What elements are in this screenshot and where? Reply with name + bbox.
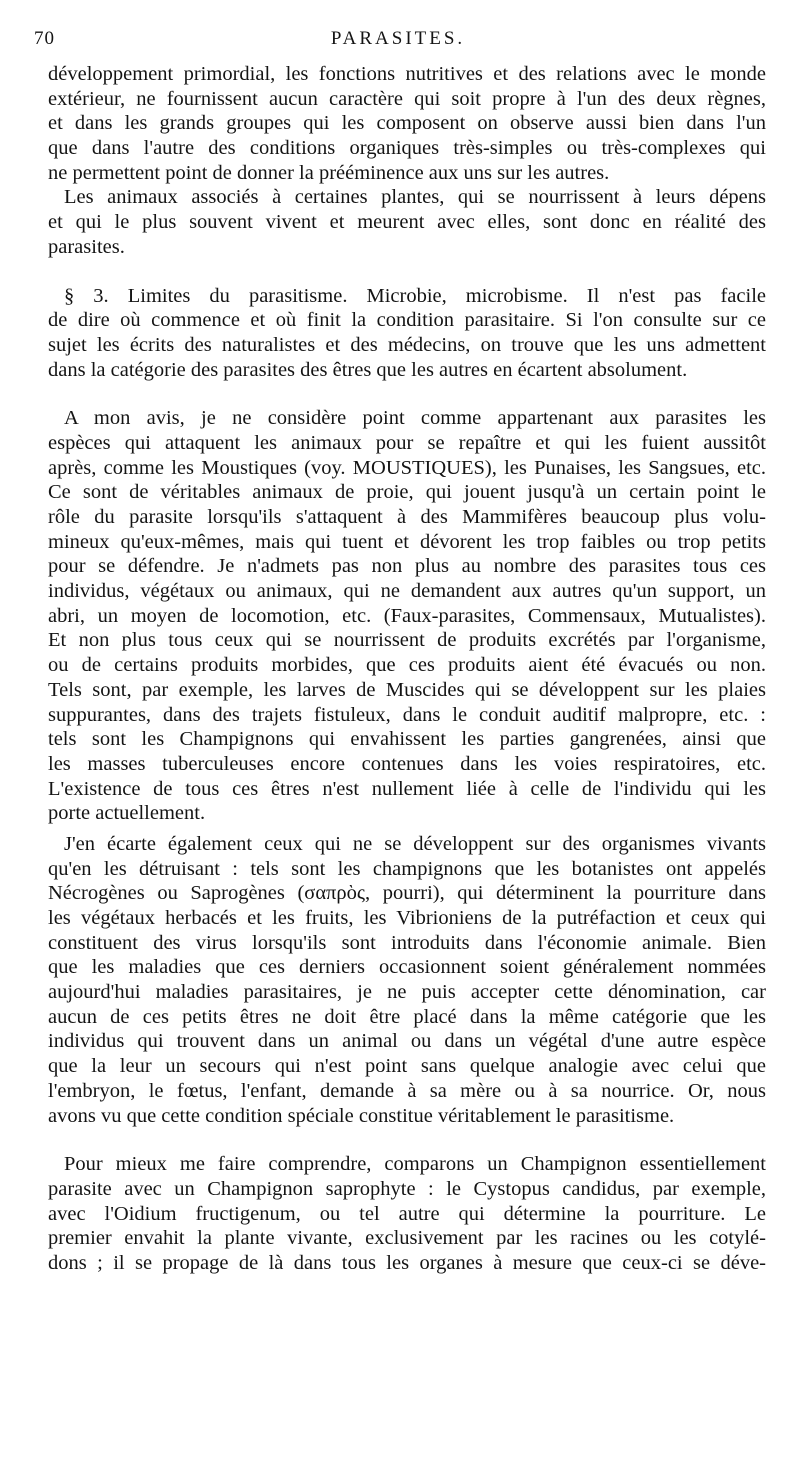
text-line: Pour mieux me faire comprendre, comparons un Champignon essentiellement — [64, 1153, 766, 1176]
text-line: après, comme les Moustiques (voy. MOUSTIQUES), les Punaises, les Sangsues, etc. — [48, 456, 766, 479]
text-line: L'existence de tous ces êtres n'est nullement liée à celle de l'individu qui les — [48, 777, 766, 800]
text-line: qu'en les détruisant : tels sont les champignons que les botanistes ont appelés — [48, 857, 766, 880]
paragraph — [48, 1152, 766, 1275]
text-line: aucun de ces petits êtres ne doit être placé dans la même catégorie que les — [48, 1005, 766, 1028]
text-line: que dans l'autre des conditions organiques très-simples ou très-complexes qui — [48, 137, 766, 160]
text-line: rôle du parasite lorsqu'ils s'attaquent à des Mammifères beaucoup plus volu- — [48, 506, 766, 528]
section-heading-line: § 3. Limites du parasitisme. Microbie, microbisme. Il n'est pas facile — [64, 284, 766, 307]
text-line: Et non plus tous ceux qui se nourrissent de produits excrétés par l'organisme, — [48, 629, 766, 652]
text-line: premier envahit la plante vivante, exclusivement par les racines ou les cotylé- — [48, 1227, 766, 1250]
text-line: dons ; il se propage de là dans tous les organes à mesure que ceux-ci se déve- — [48, 1251, 766, 1274]
text-line: espèces qui attaquent les animaux pour se repaître et qui les fuient aussitôt — [48, 431, 766, 454]
text-line: Tels sont, par exemple, les larves de Muscides qui se développent sur les plaies — [48, 678, 766, 701]
section-paragraph — [48, 284, 766, 383]
text-line: abri, un moyen de locomotion, etc. (Faux-parasites, Commensaux, Mutualistes). — [48, 604, 766, 627]
body-text — [48, 62, 766, 1276]
text-line: constituent des virus lorsqu'ils sont introduits dans l'économie animale. Bien — [48, 931, 766, 954]
text-line: les masses tuberculeuses encore contenues dans les voies respiratoires, etc. — [48, 752, 766, 775]
paragraph — [48, 62, 766, 185]
text-line: A mon avis, je ne considère point comme appartenant aux parasites les — [64, 407, 766, 430]
text-line: mineux qu'eux-mêmes, mais qui tuent et dévorent les trop faibles ou trop petits — [48, 530, 766, 553]
paragraph — [48, 406, 766, 826]
text-line: Nécrogènes ou Saprogènes (σαπρὸς, pourri), qui déterminent la pourriture dans — [48, 882, 766, 905]
text-line: que la leur un secours qui n'est point sans quelque analogie avec celui que — [48, 1055, 766, 1078]
page-header — [34, 28, 762, 56]
text-line: pour se défendre. Je n'admets pas non plus au nombre des parasites tous ces — [48, 555, 766, 578]
text-line: porte actuellement. — [48, 802, 206, 825]
text-line: dans la catégorie des parasites des êtres que les autres en écartent absolument. — [48, 358, 688, 381]
paragraph — [48, 185, 766, 259]
text-line: extérieur, ne fournissent aucun caractère qui soit propre à l'un des deux règnes, — [48, 87, 766, 110]
text-line: avec l'Oidium fructigenum, ou tel autre qui détermine la pourriture. Le — [48, 1202, 766, 1225]
paragraph — [48, 832, 766, 1128]
text-line: que les maladies que ces derniers occasionnent soient généralement nommées — [48, 956, 766, 979]
text-line: Ce sont de véritables animaux de proie, qui jouent jusqu'à un certain point le — [48, 481, 766, 504]
text-line: ne permettent point de donner la prééminence aux uns sur les autres. — [48, 161, 610, 184]
text-line: avons vu que cette condition spéciale constitue véritablement le parasitisme. — [48, 1104, 675, 1127]
text-line: l'embryon, le fœtus, l'enfant, demande à sa mère ou à sa nourrice. Or, nous — [48, 1079, 766, 1102]
text-line: et qui le plus souvent vivent et meurent avec elles, sont donc en réalité des — [48, 211, 766, 234]
text-line: parasites. — [48, 235, 125, 258]
text-line: de dire où commence et où finit la condition parasitaire. Si l'on consulte sur ce — [48, 309, 766, 332]
running-title: PARASITES. — [330, 28, 466, 49]
text-line: parasite avec un Champignon saprophyte : le Cystopus candidus, par exemple, — [48, 1177, 766, 1200]
text-line: J'en écarte également ceux qui ne se développent sur des organismes vivants — [64, 832, 766, 855]
text-line: développement primordial, les fonctions nutritives et des relations avec le monde — [48, 63, 766, 85]
text-line: Les animaux associés à certaines plantes, qui se nourrissent à leurs dépens — [64, 186, 766, 209]
text-line: tels sont les Champignons qui envahissent les parties gangrenées, ainsi que — [48, 728, 766, 751]
text-line: sujet les écrits des naturalistes et des médecins, on trouve que les uns admettent — [48, 333, 766, 356]
page-number: 70 — [34, 28, 55, 49]
text-line: ou de certains produits morbides, que ces produits aient été évacués ou non. — [48, 654, 766, 677]
text-line: individus qui trouvent dans un animal ou dans un végétal d'une autre espèce — [48, 1030, 766, 1053]
text-line: les végétaux herbacés et les fruits, les Vibrioniens de la putréfaction et ceux qui — [48, 907, 766, 929]
text-line: suppurantes, dans des trajets fistuleux, dans le conduit auditif malpropre, etc. : — [48, 703, 766, 726]
text-line: et dans les grands groupes qui les composent on observe aussi bien dans l'un — [48, 112, 766, 135]
text-line: aujourd'hui maladies parasitaires, je ne puis accepter cette dénomination, car — [48, 981, 766, 1004]
text-line: individus, végétaux ou animaux, qui ne demandent aux autres qu'un support, un — [48, 580, 766, 603]
